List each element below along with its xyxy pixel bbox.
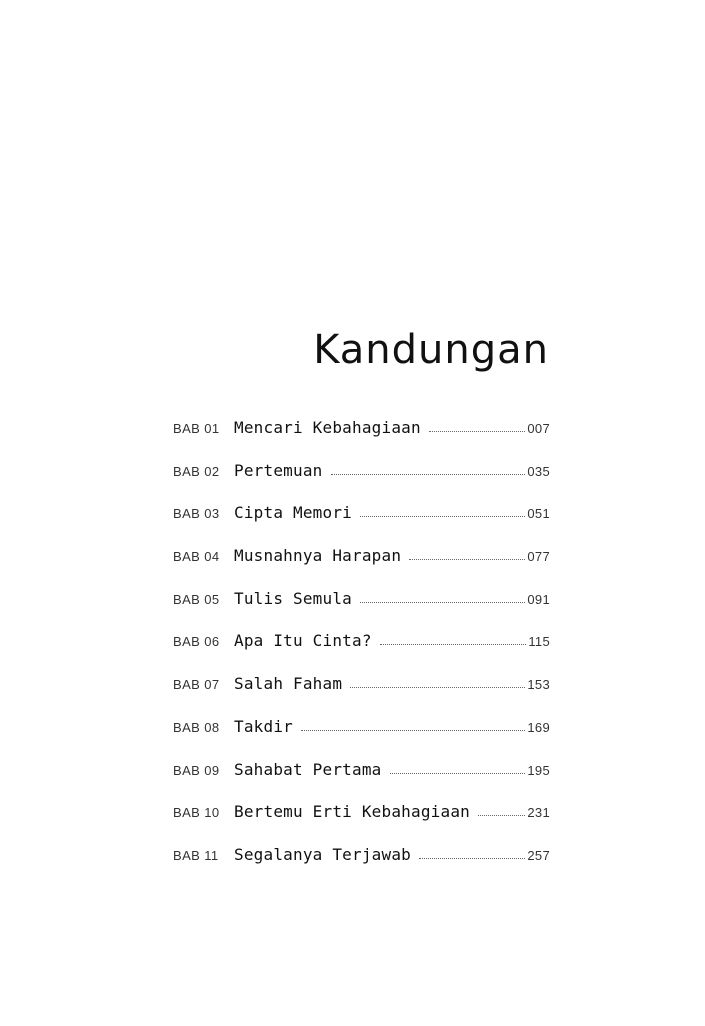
dot-leader xyxy=(360,601,525,603)
chapter-title: Segalanya Terjawab xyxy=(234,844,411,864)
chapter-page-number: 231 xyxy=(527,805,550,821)
chapter-title: Tulis Semula xyxy=(234,588,352,608)
dot-leader xyxy=(478,814,525,816)
chapter-title: Sahabat Pertama xyxy=(234,759,382,779)
toc-entry xyxy=(173,418,550,461)
table-of-contents xyxy=(173,418,550,888)
toc-entry xyxy=(173,546,550,589)
dot-leader xyxy=(350,686,525,688)
page-title: Kandungan xyxy=(313,327,549,373)
chapter-page-number: 115 xyxy=(528,634,550,650)
toc-entry xyxy=(173,631,550,674)
chapter-title: Pertemuan xyxy=(234,460,323,480)
chapter-page-number: 153 xyxy=(527,677,550,693)
chapter-page-number: 035 xyxy=(527,463,550,479)
chapter-title: Cipta Memori xyxy=(234,503,352,523)
chapter-number: BAB 01 xyxy=(173,421,220,436)
chapter-number: BAB 08 xyxy=(173,719,220,735)
chapter-page-number: 257 xyxy=(527,847,550,863)
toc-entry xyxy=(173,802,550,845)
dot-leader xyxy=(409,558,525,560)
dot-leader xyxy=(429,430,526,432)
chapter-page-number: 195 xyxy=(527,762,550,778)
toc-entry xyxy=(173,845,550,888)
chapter-title: Musnahnya Harapan xyxy=(234,546,402,566)
toc-entry xyxy=(173,760,550,803)
toc-entry xyxy=(173,461,550,504)
chapter-number: BAB 02 xyxy=(173,463,220,479)
chapter-title: Takdir xyxy=(234,716,293,736)
chapter-title: Bertemu Erti Kebahagiaan xyxy=(234,802,470,822)
chapter-page-number: 091 xyxy=(527,591,550,607)
chapter-number: BAB 07 xyxy=(173,677,220,693)
chapter-page-number: 077 xyxy=(527,549,550,565)
toc-entry xyxy=(173,717,550,760)
dot-leader xyxy=(301,729,525,731)
dot-leader xyxy=(360,515,525,517)
chapter-number: BAB 06 xyxy=(173,634,220,650)
chapter-title: Apa Itu Cinta? xyxy=(234,631,372,651)
dot-leader xyxy=(331,473,526,475)
chapter-number: BAB 10 xyxy=(173,805,220,821)
toc-entry xyxy=(173,674,550,717)
dot-leader xyxy=(380,643,527,645)
chapter-number: BAB 04 xyxy=(173,549,220,565)
chapter-title: Mencari Kebahagiaan xyxy=(234,418,421,437)
chapter-number: BAB 05 xyxy=(173,591,220,607)
dot-leader xyxy=(419,857,525,859)
chapter-title: Salah Faham xyxy=(234,674,343,694)
chapter-number: BAB 03 xyxy=(173,506,220,522)
chapter-page-number: 169 xyxy=(527,719,550,735)
toc-entry xyxy=(173,589,550,632)
chapter-number: BAB 11 xyxy=(173,847,219,863)
dot-leader xyxy=(390,772,526,774)
chapter-number: BAB 09 xyxy=(173,762,220,778)
toc-entry xyxy=(173,503,550,546)
chapter-page-number: 007 xyxy=(527,421,550,436)
chapter-page-number: 051 xyxy=(527,506,550,522)
